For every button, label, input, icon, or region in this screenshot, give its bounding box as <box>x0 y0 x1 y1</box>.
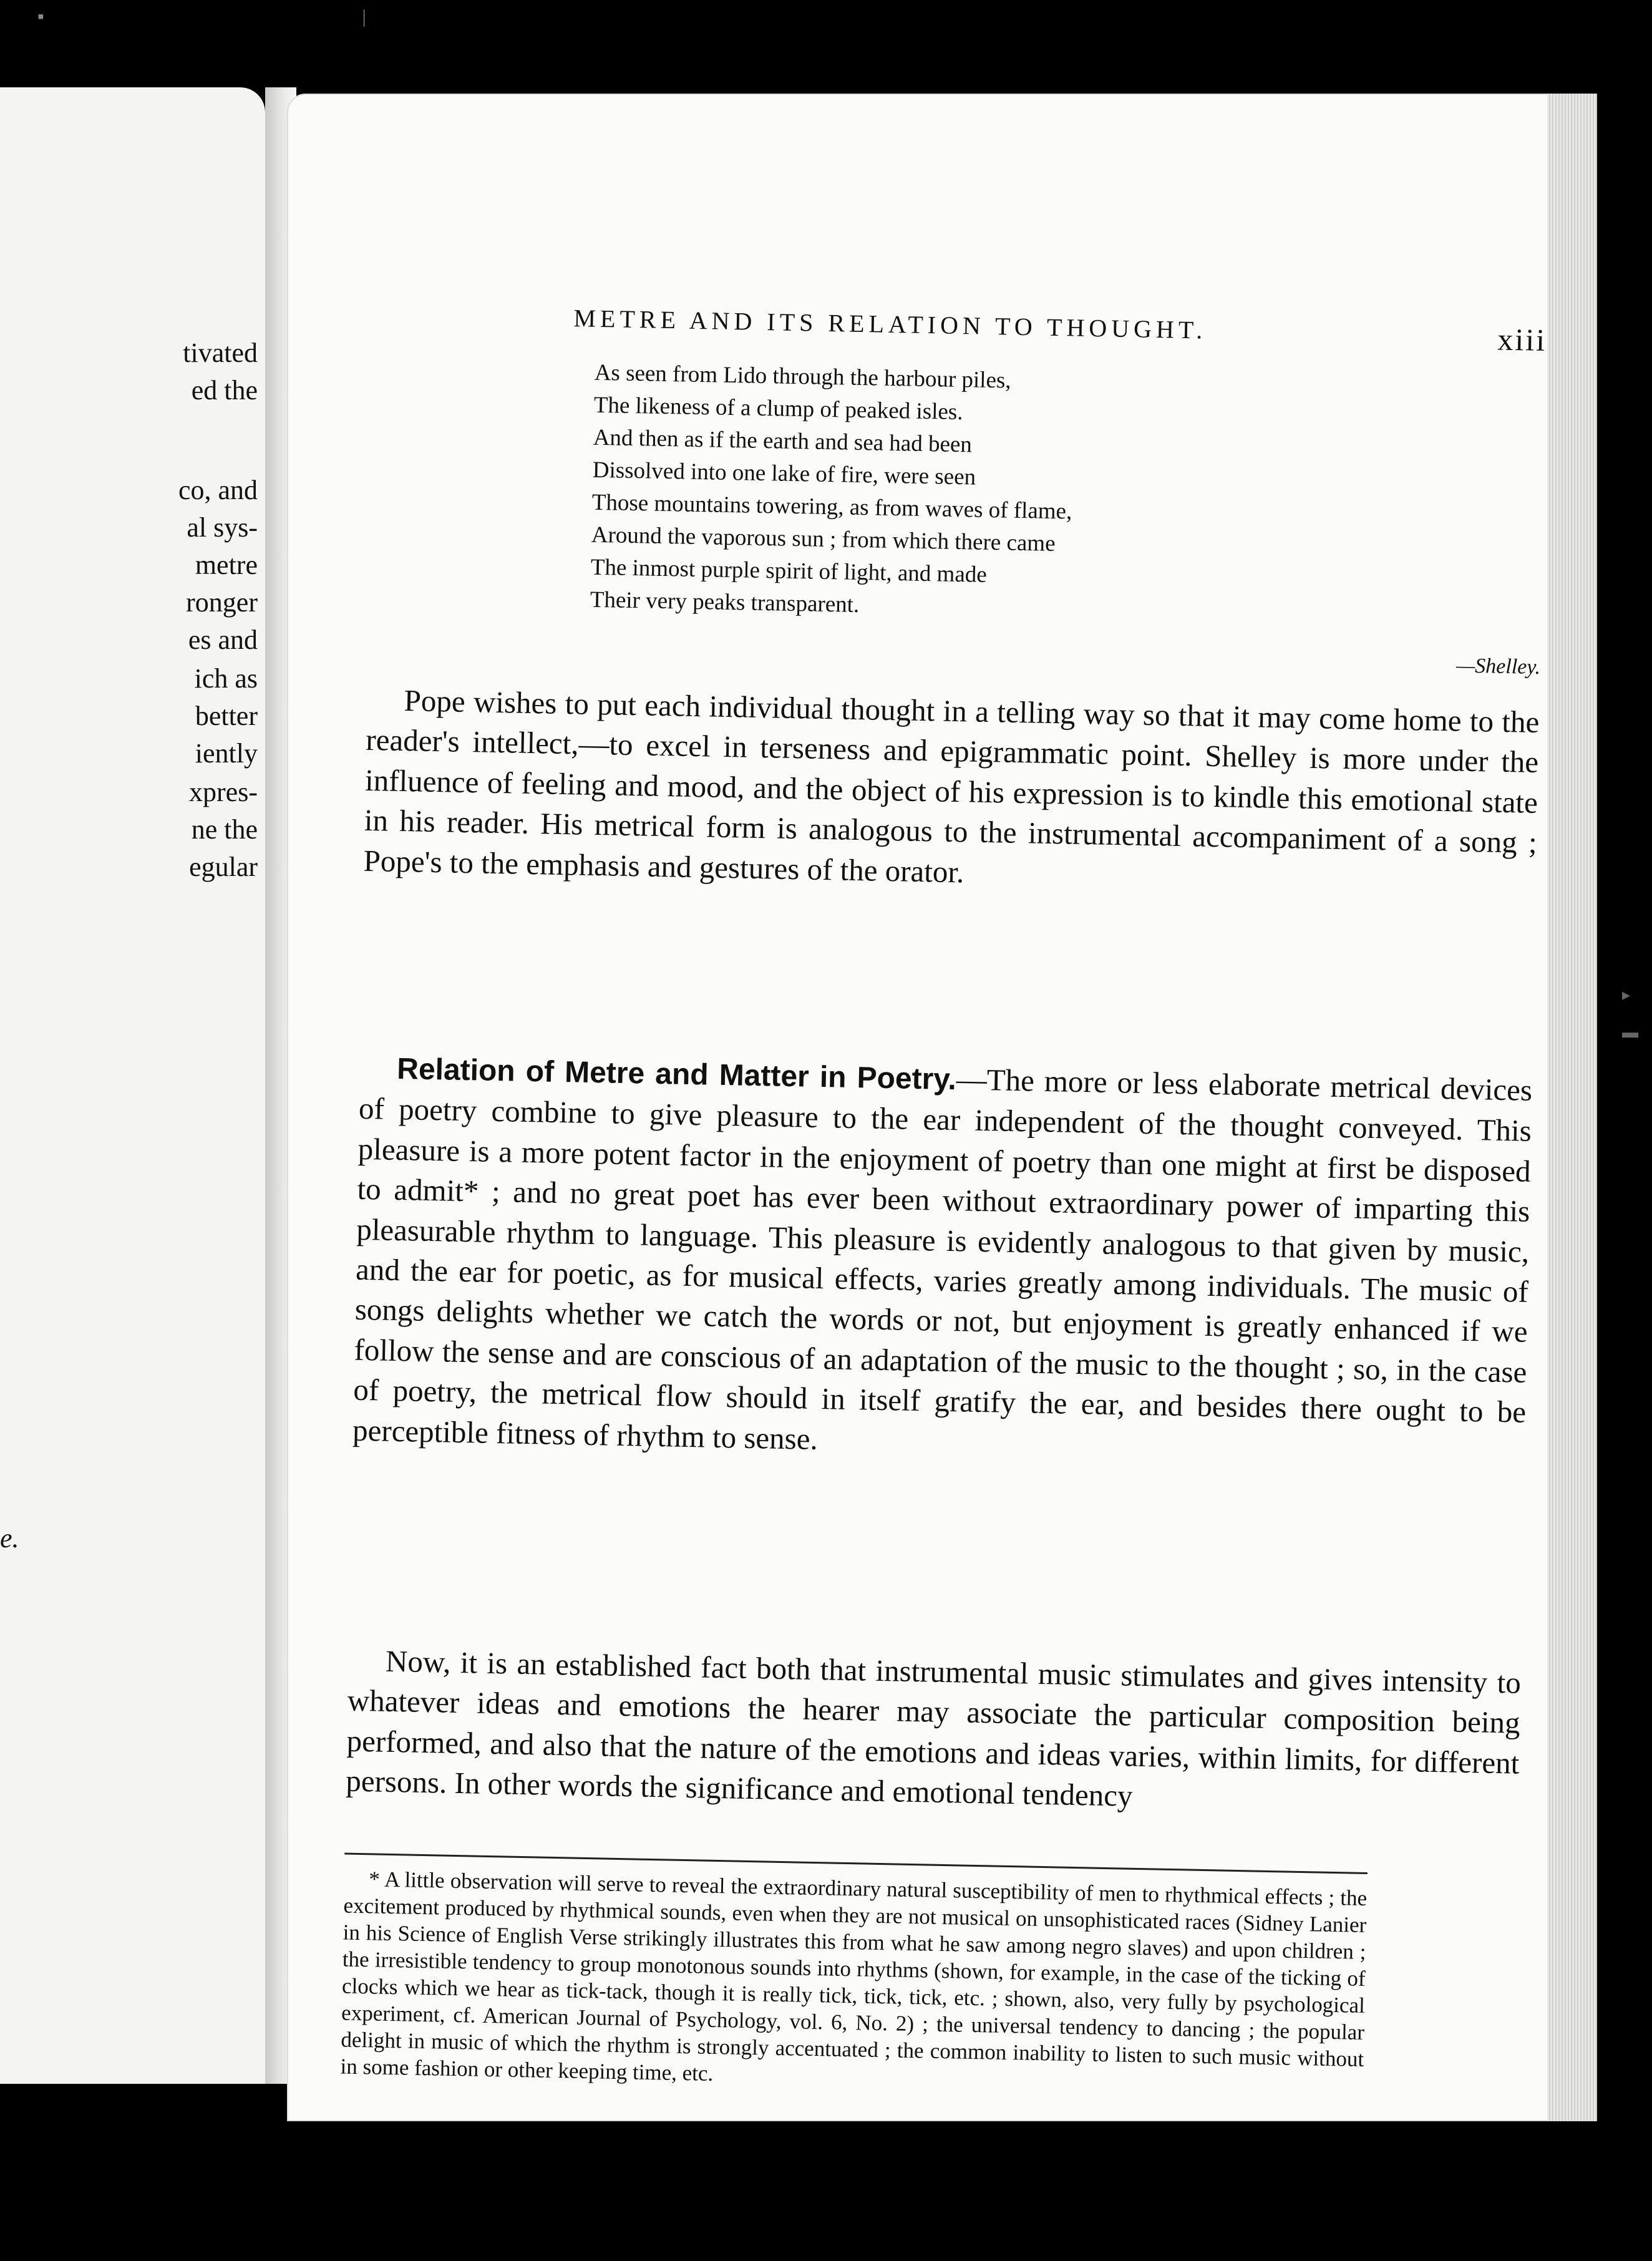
left-page-line-fragment: ne the <box>191 814 258 845</box>
left-page-line-fragment: iently <box>195 738 258 769</box>
poem-line: The likeness of a clump of peaked isles. <box>593 392 963 425</box>
poem-line: As seen from Lido through the harbour piles, <box>594 359 1012 394</box>
left-page-bottom-fragment: e. <box>0 1523 19 1554</box>
left-page-line-fragment: co, and <box>178 475 258 505</box>
running-title: METRE AND ITS RELATION TO THOUGHT. <box>573 304 1207 344</box>
paragraph-instrumental-music: Now, it is an established fact both that instrumental music stimulates and gives intensity to whatever ideas and emotions the hearer may associate the particular composition being performed, and also that the nature of the emotions and ideas varies, within limits, for different persons. In other words the significance and emotional tendency <box>345 1643 1522 1813</box>
poem-line: Their very peaks transparent. <box>590 586 860 618</box>
poem-line: Dissolved into one lake of fire, were seen <box>592 457 976 490</box>
poem-attribution: —Shelley. <box>1455 654 1541 679</box>
left-page-line-fragment: tivated <box>183 338 258 368</box>
left-page-line-fragment: metre <box>195 550 258 580</box>
poem-line: Those mountains towering, as from waves of flame, <box>591 489 1072 525</box>
left-page-line-fragment: es and <box>188 625 258 655</box>
edge-marks: ▸ ▬ <box>1622 986 1638 1041</box>
running-head <box>374 299 1547 366</box>
left-page-line-fragment: al sys- <box>187 512 258 543</box>
left-page-line-fragment: ich as <box>194 663 258 694</box>
footnote: * A little observation will serve to reveal the extraordinary natural susceptibility of men to rhythmical effects ; the excitement produced by rhythmical sounds, even when they are not musical on unsophisticated races (Sidney Lanier in his Science of English Verse strikingly illustrates this from what he saw among negro slaves) and upon children ; the irresistible tendency to group monotonous sounds into rhythms (shown, for example, in the case of the ticking of clocks which we hear as tick-tack, though it is really tick, tick, tick, etc. ; shown, also, very fully by psychological experiment, cf. American Journal of Psychology, vol. 6, No. 2) ; the universal tendency to dancing ; the popular delight in music of which the rhythm is strongly accentuated ; the common inability to listen to such music without in some fashion or other keeping time, etc. <box>340 1867 1368 2086</box>
section-body: —The more or less elaborate metrical devices of poetry combine to give pleasure to the ear independent of the thought conveyed. This pleasure is a more potent factor in the enjoyment of poetry than one might at first be disposed to admit* ; and no great poet has ever been without extraordinary power of imparting this pleasurable rhythm to language. This pleasure is evidently analogous to that given by music, and the ear for poetic, as for musical effects, varies greatly among individuals. The music of songs delights whether we catch the words or not, but enjoyment is greatly enhanced if we follow the sense and are conscious of an adaptation of the music to the thought ; so, in the case of poetry, the metrical flow should in itself gratify the ear, and besides there ought to be perceptible fitness of rhythm to sense. <box>352 1062 1533 1456</box>
poem-line: And then as if the earth and sea had been <box>593 424 973 458</box>
scan-specks: ▪ | <box>37 6 366 27</box>
section-heading: Relation of Metre and Matter in Poetry. <box>396 1052 957 1097</box>
left-page-line-fragment: better <box>195 701 258 731</box>
text-block <box>340 299 1547 2086</box>
main-page <box>287 94 1597 2121</box>
left-page-line-fragment: xpres- <box>189 777 258 807</box>
page-number: xiii <box>1497 321 1547 358</box>
left-page-line-fragment: egular <box>189 852 258 882</box>
left-page-line-fragment: ed the <box>191 375 258 406</box>
paragraph-relation-of-metre <box>352 1048 1533 1473</box>
poem-line: The inmost purple spirit of light, and made <box>590 554 988 588</box>
poem-line: Around the vaporous sun ; from which there came <box>591 522 1056 557</box>
page-edges <box>1547 94 1597 2121</box>
paragraph-pope-shelley: Pope wishes to put each individual thought in a telling way so that it may come home to the reader's intellect,—to excel in terseness and epigrammatic point. Shelley is more under the influence of feeling and mood, and the object of his expression is to kindle this emotional state in his reader. His metrical form is analogous to the instrumental accompaniment of a song ; Pope's to the emphasis and gestures of the orator. <box>363 683 1540 889</box>
poem-quotation <box>590 357 1074 626</box>
left-page <box>0 87 265 2084</box>
left-page-line-fragment: ronger <box>186 587 258 618</box>
